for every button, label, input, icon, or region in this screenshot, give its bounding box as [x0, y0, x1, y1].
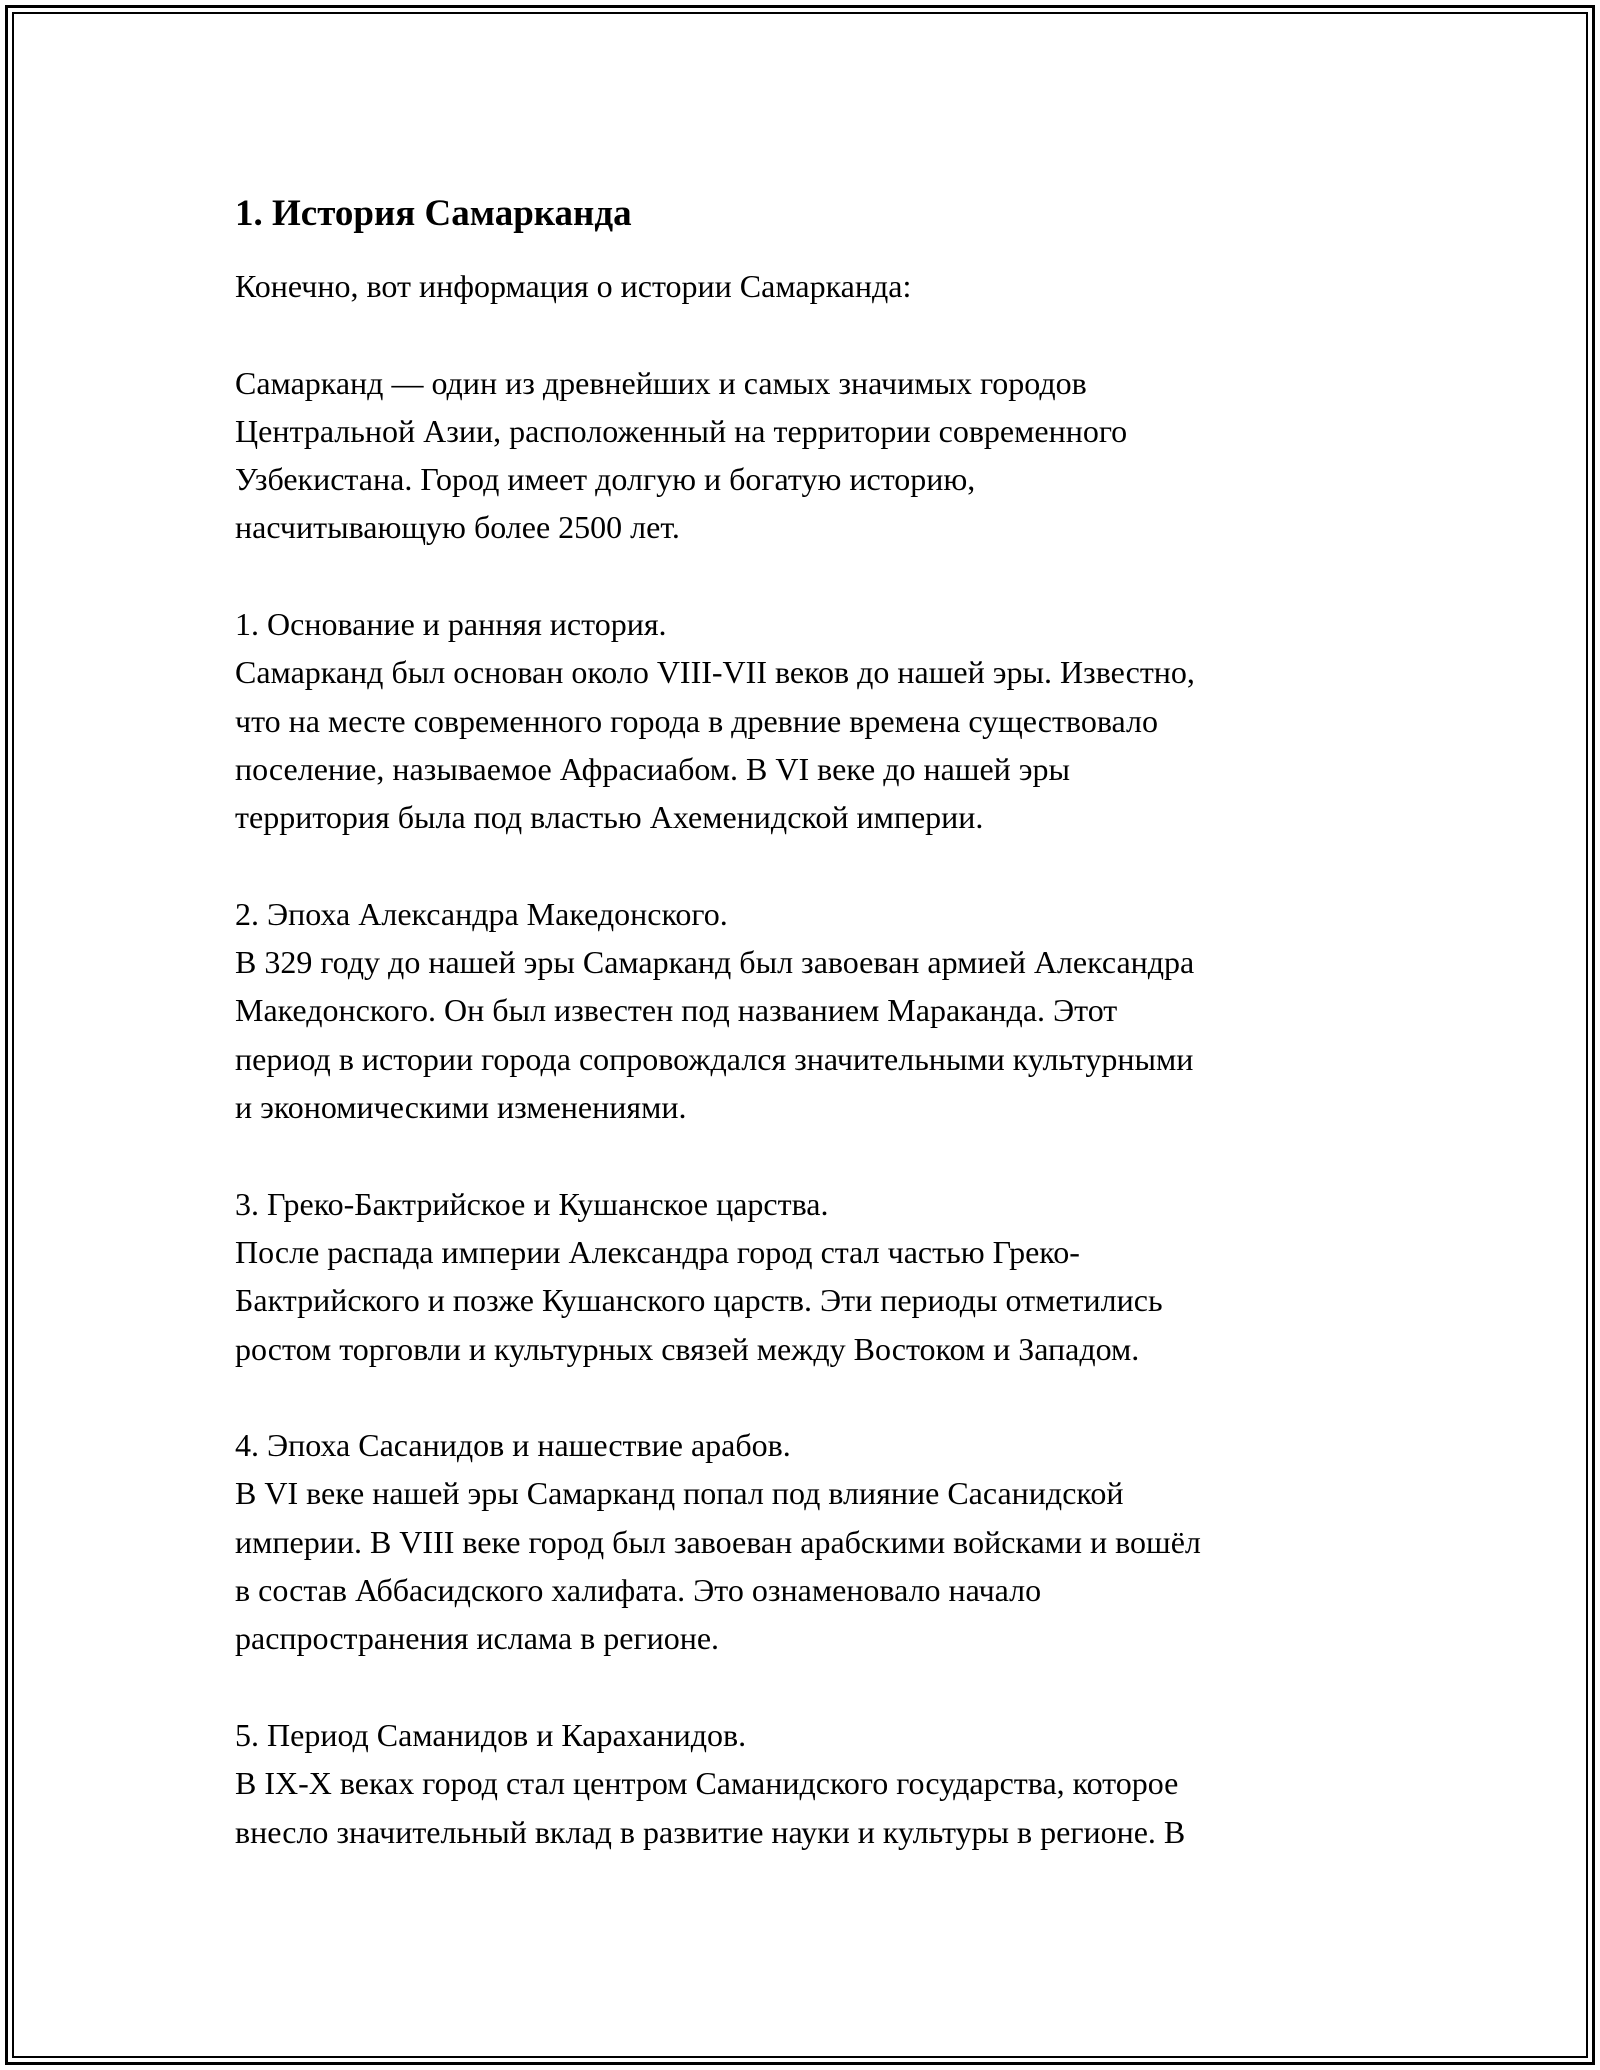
text-line: Бактрийского и позже Кушанского царств. Эти периоды отметились	[235, 1282, 1163, 1319]
text-line: После распада империи Александра город стал частью Греко-	[235, 1233, 1080, 1270]
text-line: В IX-X веках город стал центром Саманидского государства, которое	[235, 1765, 1179, 1802]
paragraph-spacer	[235, 1131, 1385, 1179]
document-body	[235, 186, 1385, 1856]
section-heading: 1. Основание и ранняя история.	[235, 606, 667, 643]
section-sasanids-arabs	[235, 1421, 1385, 1662]
text-line: в состав Аббасидского халифата. Это ознаменовало начало	[235, 1572, 1042, 1609]
section-heading: 3. Греко-Бактрийское и Кушанское царства.	[235, 1185, 829, 1222]
overview-paragraph	[235, 359, 1385, 552]
paragraph-spacer	[235, 552, 1385, 600]
text-line: что на месте современного города в древние времена существовало	[235, 702, 1158, 739]
text-line: В VI веке нашей эры Самарканд попал под влияние Сасанидской	[235, 1475, 1124, 1512]
text-line: империи. В VIII веке город был завоеван арабскими войсками и вошёл	[235, 1523, 1201, 1560]
section-founding	[235, 600, 1385, 841]
text-line: распространения ислама в регионе.	[235, 1620, 720, 1657]
text-line: Самарканд был основан около VIII-VII веков до нашей эры. Известно,	[235, 654, 1195, 691]
text-line: внесло значительный вклад в развитие науки и культуры в регионе. В	[235, 1813, 1186, 1850]
text-line: территория была под властью Ахеменидской империи.	[235, 799, 984, 836]
text-line: ростом торговли и культурных связей между Востоком и Западом.	[235, 1330, 1140, 1367]
intro-paragraph: Конечно, вот информация о истории Самарканда:	[235, 268, 912, 304]
section-alexander	[235, 890, 1385, 1131]
text-line: Узбекистана. Город имеет долгую и богатую историю,	[235, 461, 976, 498]
text-line: Самарканд — один из древнейших и самых значимых городов	[235, 364, 1087, 401]
section-samanids	[235, 1711, 1385, 1856]
paragraph-spacer	[235, 1663, 1385, 1711]
text-line: Македонского. Он был известен под названием Мараканда. Этот	[235, 992, 1118, 1029]
document-title: 1. История Самарканда	[235, 193, 632, 234]
text-line: В 329 году до нашей эры Самарканд был завоеван армией Александра	[235, 944, 1195, 981]
text-line: период в истории города сопровождался значительными культурными	[235, 1040, 1194, 1077]
text-line: насчитывающую более 2500 лет.	[235, 509, 680, 546]
paragraph-spacer	[235, 310, 1385, 358]
section-heading: 4. Эпоха Сасанидов и нашествие арабов.	[235, 1427, 791, 1464]
section-greco-bactrian	[235, 1180, 1385, 1373]
section-heading: 5. Период Саманидов и Караханидов.	[235, 1716, 747, 1753]
section-heading: 2. Эпоха Александра Македонского.	[235, 895, 728, 932]
paragraph-spacer	[235, 842, 1385, 890]
text-line: и экономическими изменениями.	[235, 1089, 687, 1126]
text-line: поселение, называемое Афрасиабом. В VI веке до нашей эры	[235, 750, 1071, 787]
text-line: Центральной Азии, расположенный на территории современного	[235, 412, 1128, 449]
paragraph-spacer	[235, 1373, 1385, 1421]
